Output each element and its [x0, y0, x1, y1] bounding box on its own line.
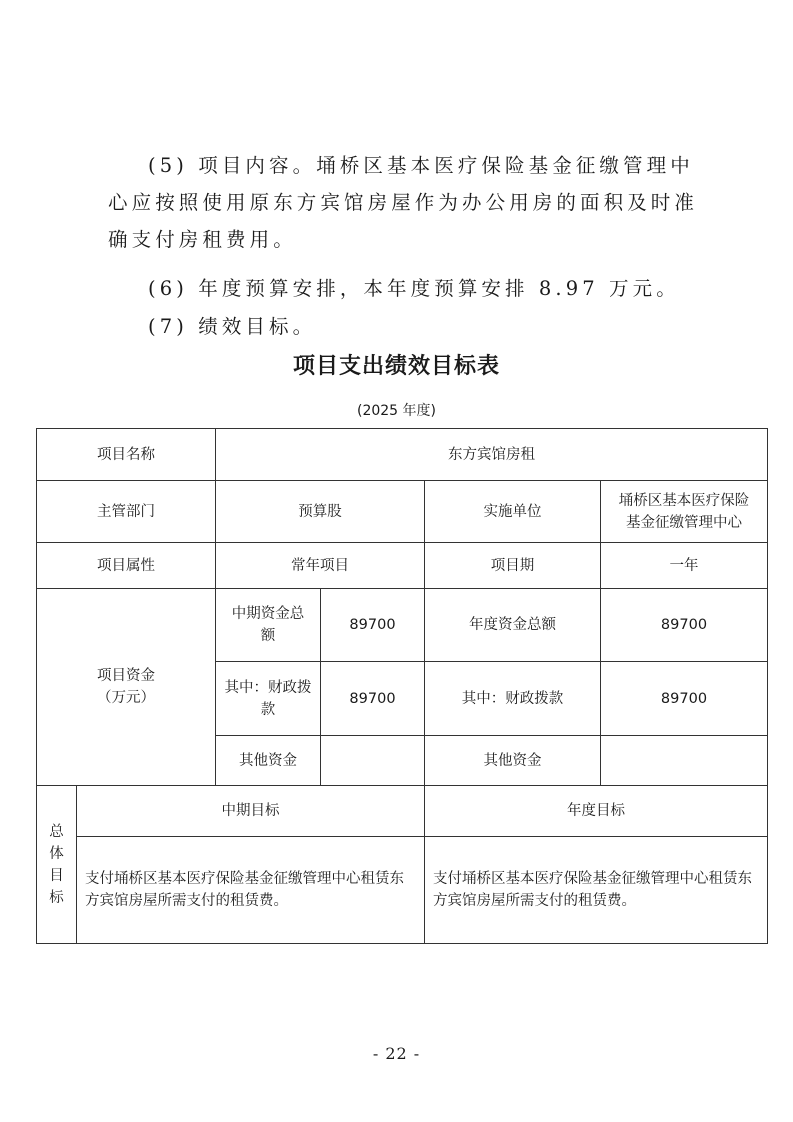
year-goal-header: 年度目标: [425, 786, 768, 837]
mid-goal-header: 中期目标: [77, 786, 425, 837]
attr-value: 常年项目: [216, 543, 425, 589]
table-row: [37, 786, 768, 837]
page-number: - 22 -: [372, 1044, 421, 1063]
mid-other-value: [321, 736, 425, 786]
mid-total-value: 89700: [321, 589, 425, 662]
mid-other-label: 其他资金: [216, 736, 321, 786]
mid-fiscal-label-line1: 其中：财政拨: [224, 679, 312, 696]
table-title: 项目支出绩效目标表: [292, 354, 500, 379]
project-name-value: 东方宾馆房租: [216, 429, 768, 481]
project-name-label: 项目名称: [37, 429, 216, 481]
overall-goal-char: 标: [49, 889, 64, 906]
impl-unit-line1: 埇桥区基本医疗保险: [618, 492, 750, 509]
dept-value: 预算股: [216, 481, 425, 543]
paragraph-project-content: [108, 147, 708, 258]
paragraph-text: (7) 绩效目标。: [148, 315, 317, 338]
mid-fiscal-label: [216, 662, 321, 736]
mid-total-label-line2: 额: [260, 628, 276, 644]
paragraph-budget: [108, 270, 708, 307]
table-row: [37, 429, 768, 481]
impl-unit-label: 实施单位: [425, 481, 601, 543]
funds-label: [37, 589, 216, 786]
paragraph-text: (6) 年度预算安排，本年度预算安排 8.97 万元。: [148, 277, 680, 300]
table-row: [37, 837, 768, 944]
year-goal-text: 支付埇桥区基本医疗保险基金征缴管理中心租赁东方宾馆房屋所需支付的租赁费。: [425, 837, 768, 944]
overall-goal-char: 总: [49, 823, 64, 840]
overall-goal-char: 体: [49, 845, 64, 862]
year-other-value: [601, 736, 768, 786]
paragraph-text: (5) 项目内容。埇桥区基本医疗保险基金征缴管理中心应按照使用原东方宾馆房屋作为办公用房的面积及时准确支付房租费用。: [108, 154, 699, 251]
funds-label-line1: 项目资金: [97, 668, 155, 684]
period-label: 项目期: [425, 543, 601, 589]
attr-label: 项目属性: [37, 543, 216, 589]
dept-label: 主管部门: [37, 481, 216, 543]
mid-fiscal-value: 89700: [321, 662, 425, 736]
paragraph-performance-goal: [108, 308, 708, 345]
table-subtitle: (2025 年度): [356, 403, 436, 419]
table-row: [37, 481, 768, 543]
mid-total-label-line1: 中期资金总: [231, 606, 305, 622]
performance-target-table: [36, 428, 768, 944]
year-total-label: 年度资金总额: [425, 589, 601, 662]
mid-total-label: [216, 589, 321, 662]
year-fiscal-label: 其中：财政拨款: [425, 662, 601, 736]
table-row: [37, 543, 768, 589]
funds-label-line2: （万元）: [97, 690, 155, 706]
year-other-label: 其他资金: [425, 736, 601, 786]
overall-goal-label: [37, 786, 77, 944]
mid-fiscal-label-line2: 款: [260, 701, 276, 718]
mid-goal-text: 支付埇桥区基本医疗保险基金征缴管理中心租赁东方宾馆房屋所需支付的租赁费。: [77, 837, 425, 944]
year-total-value: 89700: [601, 589, 768, 662]
overall-goal-char: 目: [49, 867, 64, 884]
period-value: 一年: [601, 543, 768, 589]
impl-unit-value: [601, 481, 768, 543]
year-fiscal-value: 89700: [601, 662, 768, 736]
impl-unit-line2: 基金征缴管理中心: [626, 514, 742, 531]
table-row: [37, 589, 768, 662]
